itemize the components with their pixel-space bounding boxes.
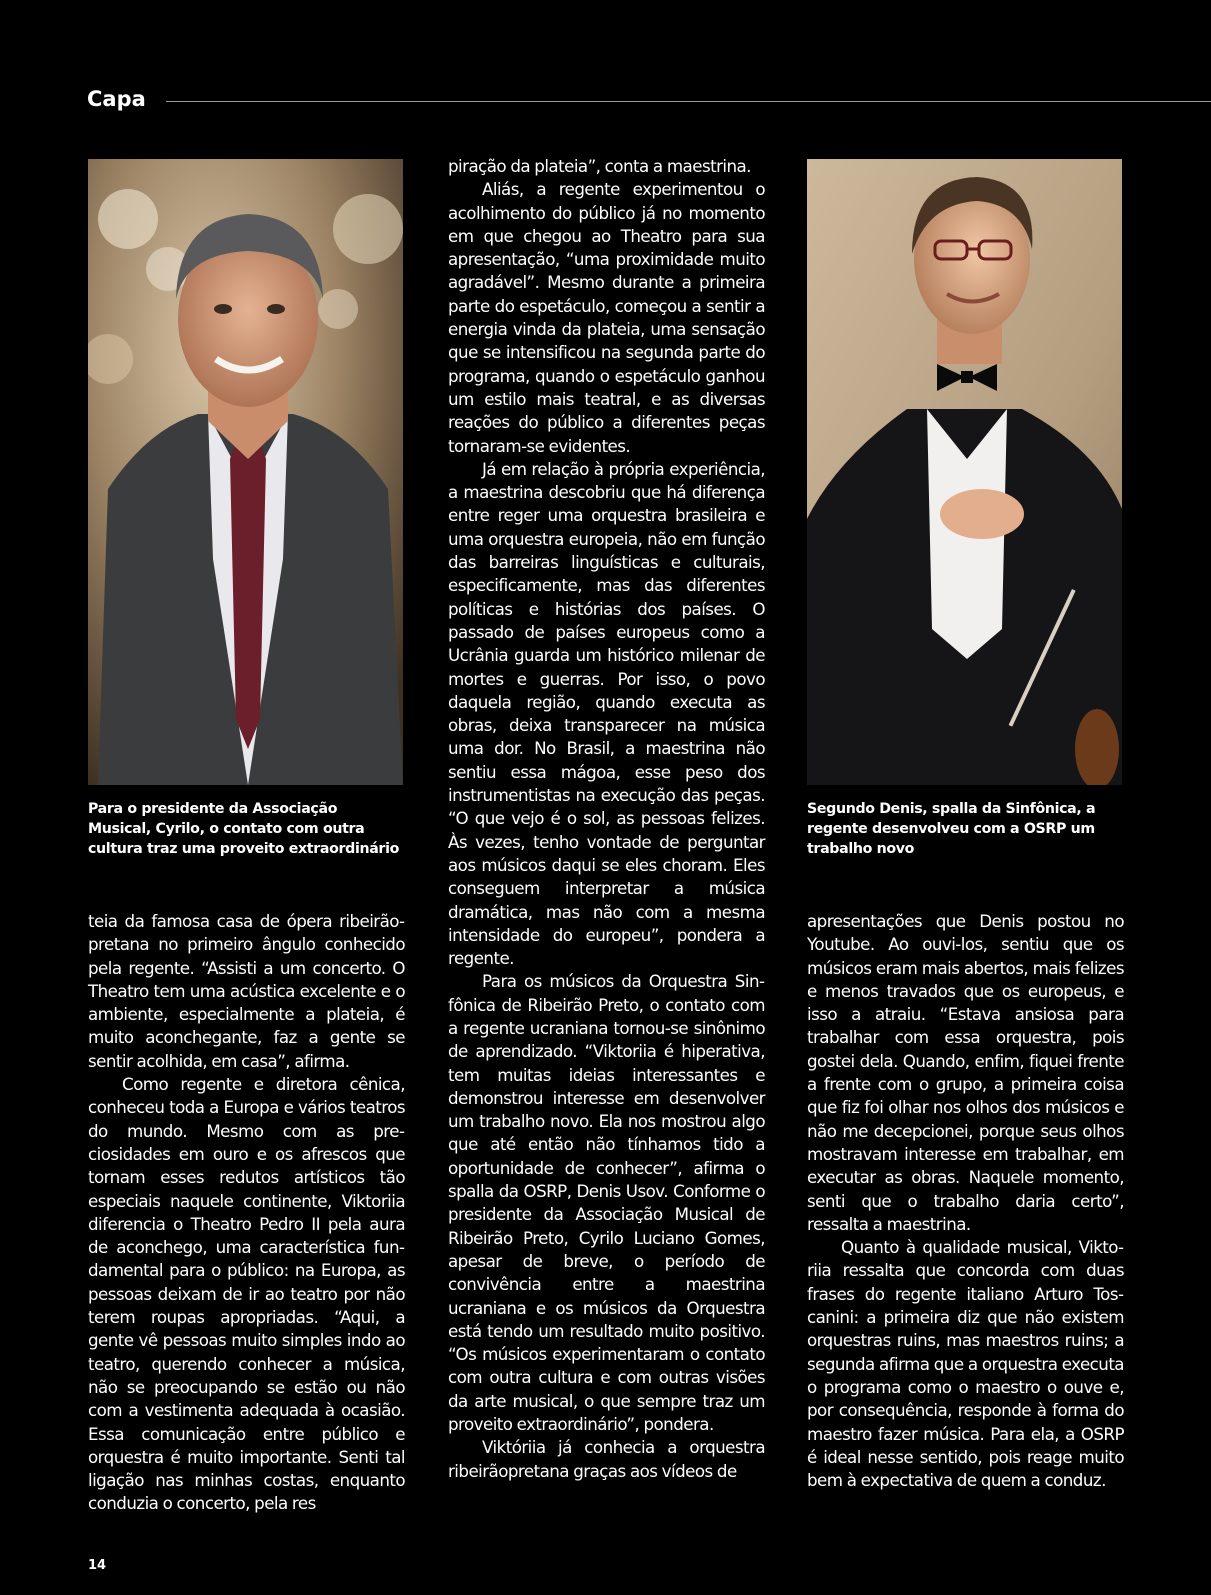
photo-denis-illustration — [807, 159, 1122, 785]
paragraph: Aliás, a regente experimentou o acolhimento do público já no momento em que chegou ao Theatro para sua apresentação, “uma proximidade muito agradável”. Mesmo durante a primeira parte do espetáculo, começou a sentir a energia vinda da plateia, uma sensação que se intensificou na segunda parte do programa, quando o espetáculo ganhou um estilo mais teatral, e as diversas reações do público a diferentes peças tornaram-se evidentes. — [448, 179, 765, 456]
section-label: Capa — [87, 87, 146, 111]
photo-caption-right: Segundo Denis, spalla da Sinfônica, a regente desenvolveu com a OSRP um trabalho novo — [807, 801, 1096, 857]
photo-caption-left: Para o presidente da Associação Musical, Cyrilo, o contato com outra cultura traz uma proveito extraordinário — [88, 801, 399, 857]
paragraph: Já em relação à própria experiência, a maestrina descobriu que há diferença entre reger uma orquestra brasileira e uma orquestra europeia, não em função das barreiras linguísticas e culturais, especificamente, mas das diferentes políticas e histórias dos países. O passado de países europeus como a Ucrânia guarda um histórico milenar de mortes e guerras. Por isso, o povo daquela região, quando executa as obras, deixa transparecer na música uma dor. No Brasil, a maestrina não sentiu essa mágoa, esse peso dos instrumentistas na execução das peças. “O que vejo é o sol, as pessoas felizes. Às vezes, tenho vontade de perguntar aos músicos daqui se eles choram. Eles conseguem interpretar a música dramática, mas não com a mesma intensidade do europeu”, pondera a regente. — [448, 458, 765, 969]
page-number: 14 — [88, 1558, 107, 1573]
paragraph: piração da plateia”, conta a maestrina. — [448, 156, 751, 176]
photo-cyrilo — [88, 159, 403, 785]
article-column-1 — [88, 910, 405, 1516]
paragraph: Como regente e diretora cênica, conheceu toda a Europa e vários teatros do mundo. Mesmo com as preciosidades em ouro e os afrescos que tornam esses redutos artísticos tão especiais naquele continente, Viktoriia diferencia o Theatro Pedro II pela aura de aconchego, uma característica fundamental para o público: na Europa, as pessoas deixam de ir ao teatro por não terem roupas apropriadas. “Aqui, a gente vê pessoas muito simples indo ao teatro, querendo conhecer a música, não se preocupando se estão ou não com a vestimenta adequada à ocasião. Essa comunicação entre público e orquestra é muito importante. Senti tal ligação nas minhas costas, enquanto conduzia o concerto, pela res — [88, 1074, 405, 1514]
photo-denis — [807, 159, 1122, 785]
paragraph: Para os músicos da Orquestra Sinfônica de Ribeirão Preto, o contato com a regente ucraniana tornou-se sinônimo de aprendizado. “Viktoriia é hiperativa, tem muitas ideias interessantes e demonstrou interesse em desenvolver um trabalho novo. Ela nos mostrou algo que até então não tínhamos tido a oportunidade de conhecer”, afirma o spalla da OSRP, Denis Usov. Conforme o presidente da Associação Musical de Ribeirão Preto, Cyrilo Luciano Gomes, apesar de breve, o período de convivência entre a maestrina ucraniana e os músicos da Orquestra está tendo um resultado muito positivo. “Os músicos experimentaram o contato com outra cultura e com outras visões da arte musical, o que sempre traz um proveito extraordinário”, pondera. — [448, 971, 765, 1435]
paragraph: Viktóriia já conhecia a orquestra ribeirãopretana graças aos vídeos de — [448, 1437, 765, 1481]
paragraph: Quanto à qualidade musical, Viktoriia ressalta que concorda com duas frases do regente italiano Arturo Toscanini: a primeira diz que não existem orquestras ruins, mas maestros ruins; a segunda afirma que a orquestra executa o programa como o maestro o ouve e, por consequência, responde à forma do maestro fazer música. Para ela, a OSRP é ideal nesse sentido, pois reage muito bem à expectativa de quem a conduz. — [807, 1237, 1124, 1491]
article-column-3 — [807, 910, 1124, 1492]
paragraph: teia da famosa casa de ópera ribeirãopretana no primeiro ângulo conhecido pela regente. “Assisti a um concerto. O Theatro tem uma acústica excelente e o ambiente, especialmente a plateia, é muito aconchegante, faz a gente se sentir acolhida, em casa”, afirma. — [88, 911, 405, 1071]
article-column-2 — [448, 155, 765, 1483]
section-rule — [166, 101, 1211, 102]
photo-cyrilo-illustration — [88, 159, 403, 785]
paragraph: apresentações que Denis postou no Youtube. Ao ouvi-los, sentiu que os músicos eram mais abertos, mais felizes e menos travados que os europeus, e isso a atraiu. “Estava ansiosa para trabalhar com essa orquestra, pois gostei dela. Quando, enfim, fiquei frente a frente com o grupo, a primeira coisa que fiz foi olhar nos olhos dos músicos e não me decepcionei, porque seus olhos mostravam interesse em trabalhar, em executar as obras. Naquele momento, senti que o trabalho daria certo”, ressalta a maestrina. — [807, 911, 1124, 1234]
